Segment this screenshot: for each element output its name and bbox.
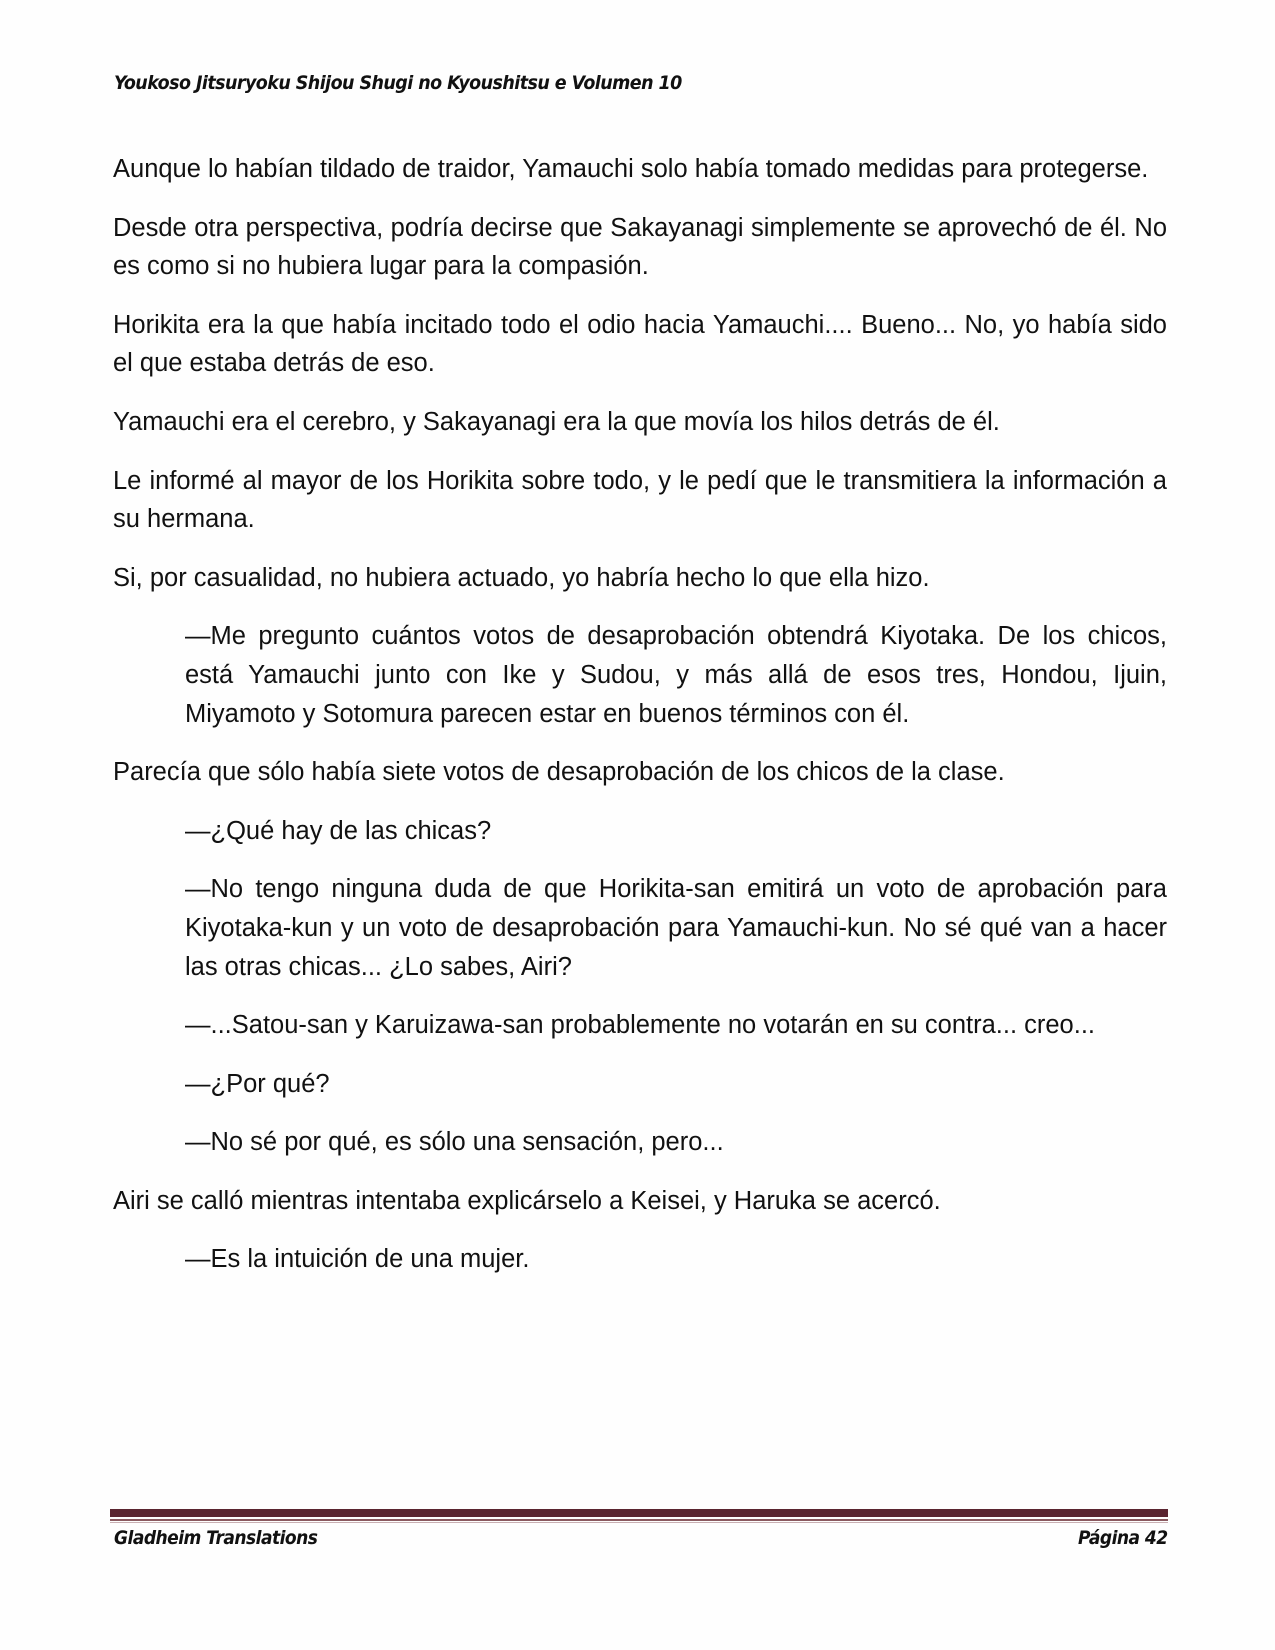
paragraph-narration: Parecía que sólo había siete votos de desaprobación de los chicos de la clase. — [113, 758, 1005, 787]
paragraph-dialogue: —¿Qué hay de las chicas? — [185, 816, 492, 845]
body-text — [113, 150, 1167, 1299]
paragraph-narration: Si, por casualidad, no hubiera actuado, yo habría hecho lo que ella hizo. — [113, 563, 930, 592]
running-header-title: Youkoso Jitsuryoku Shijou Shugi no Kyoushitsu e Volumen 10 — [114, 72, 682, 94]
paragraph-dialogue: —Es la intuición de una mujer. — [185, 1245, 530, 1274]
paragraph-narration: Yamauchi era el cerebro, y Sakayanagi era la que movía los hilos detrás de él. — [113, 407, 1000, 436]
footer-page-number: Página 42 — [1078, 1527, 1168, 1549]
footer-publisher: Gladheim Translations — [114, 1527, 318, 1549]
paragraph-narration: Desde otra perspectiva, podría decirse que Sakayanagi simplemente se aprovechó de él. No es como si no hubiera lugar para la compasión. — [113, 213, 1167, 281]
paragraph-dialogue: —No sé por qué, es sólo una sensación, pero... — [185, 1128, 724, 1157]
paragraph-dialogue: —...Satou-san y Karuizawa-san probablemente no votarán en su contra... creo... — [185, 1011, 1095, 1040]
footer-divider-thin-line — [110, 1522, 1168, 1523]
footer-divider-line — [110, 1519, 1168, 1521]
paragraph-narration: Le informé al mayor de los Horikita sobre todo, y le pedí que le transmitiera la información a su hermana. — [113, 466, 1167, 534]
footer-divider-bar — [110, 1509, 1168, 1517]
paragraph-narration: Aunque lo habían tildado de traidor, Yamauchi solo había tomado medidas para protegerse. — [113, 155, 1149, 183]
paragraph-dialogue: —¿Por qué? — [185, 1069, 330, 1098]
paragraph-narration: Airi se calló mientras intentaba explicárselo a Keisei, y Haruka se acercó. — [113, 1186, 941, 1215]
paragraph-dialogue: —No tengo ninguna duda de que Horikita-san emitirá un voto de aprobación para Kiyotaka-kun y un voto de desaprobación para Yamauchi-kun. No sé qué van a hacer las otras chicas... ¿Lo sabes, Airi? — [185, 875, 1167, 981]
paragraph-dialogue: —Me pregunto cuántos votos de desaprobación obtendrá Kiyotaka. De los chicos, está Yamauchi junto con Ike y Sudou, y más allá de esos tres, Hondou, Ijuin, Miyamoto y Sotomura parecen estar en buenos términos con él. — [185, 622, 1167, 728]
paragraph-narration: Horikita era la que había incitado todo el odio hacia Yamauchi.... Bueno... No, yo había sido el que estaba detrás de eso. — [113, 310, 1167, 378]
